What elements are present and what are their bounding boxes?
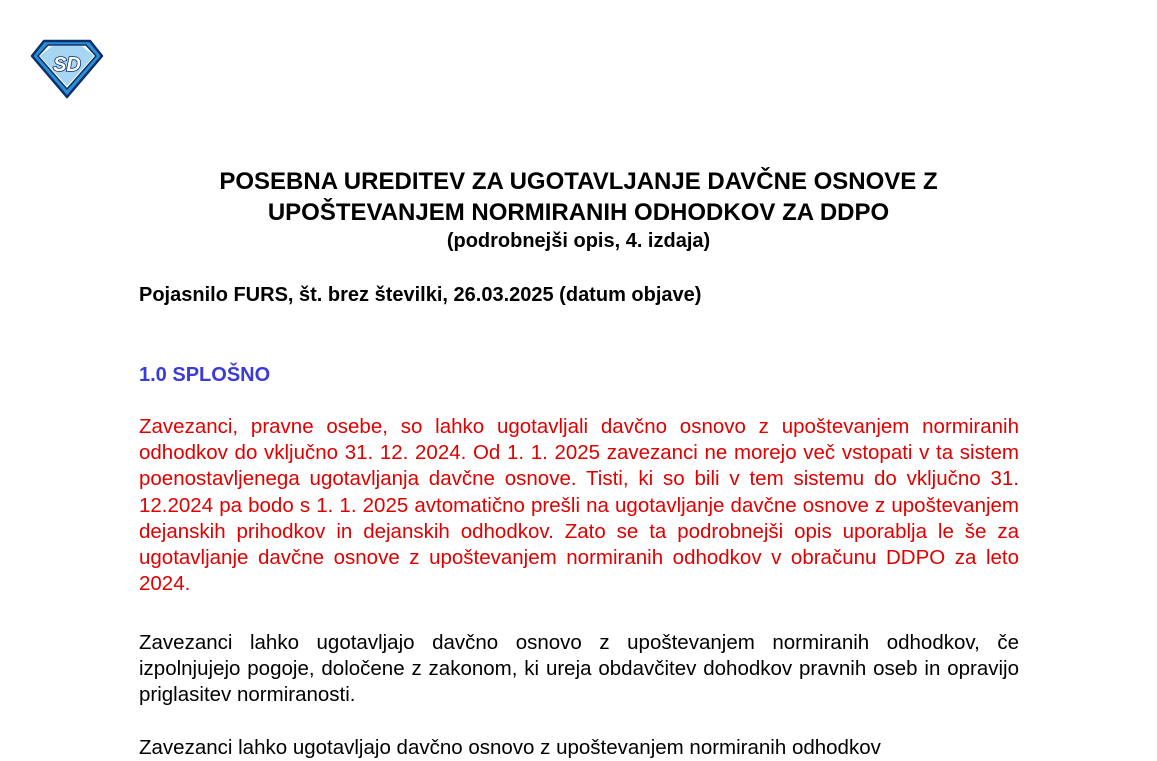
paragraph-highlighted: Zavezanci, pravne osebe, so lahko ugotavljali davčno osnovo z upoštevanjem normiranih odhodkov do vključno 31. 12. 2024. Od 1. 1. 2025 zavezanci ne morejo več vstopati v ta sistem poenostavljenega ugotavljanja davčne osnove. Tisti, ki so bili v tem sistemu do vključno 31. 12.2024 pa bodo s 1. 1. 2025 avtomatično prešli na ugotavljanje davčne osnove z upoštevanjem dejanskih prihodkov in dejanskih odhodkov. Zato se ta podrobnejši opis uporablja le še za ugotavljanje davčne osnove z upoštevanjem normiranih odhodkov v obračunu DDPO za leto 2024.: [139, 415, 1019, 596]
document-title-line-1: POSEBNA UREDITEV ZA UGOTAVLJANJE DAVČNE OSNOVE Z: [219, 168, 938, 195]
diamond-logo-icon: [30, 38, 104, 100]
logo-lettering: SD: [53, 54, 81, 76]
section-heading: 1.0 SPLOŠNO: [139, 364, 271, 386]
paragraph-body: Zavezanci lahko ugotavljajo davčno osnovo z upoštevanjem normiranih odhodkov, če izpolnjujejo pogoje, določene z zakonom, ki ureja obdavčitev dohodkov pravnih oseb in opravijo priglasitev normiranosti.: [139, 631, 1019, 707]
document-title-block: [60, 166, 1097, 255]
document-reference: Pojasnilo FURS, št. brez številki, 26.03.2025 (datum objave): [139, 284, 702, 306]
document-title-line-2: UPOŠTEVANJEM NORMIRANIH ODHODKOV ZA DDPO: [267, 199, 890, 226]
document-subtitle: (podrobnejši opis, 4. izdaja): [446, 230, 711, 252]
paragraph-body-cutoff: Zavezanci lahko ugotavljajo davčno osnovo z upoštevanjem normiranih odhodkov: [139, 736, 881, 759]
